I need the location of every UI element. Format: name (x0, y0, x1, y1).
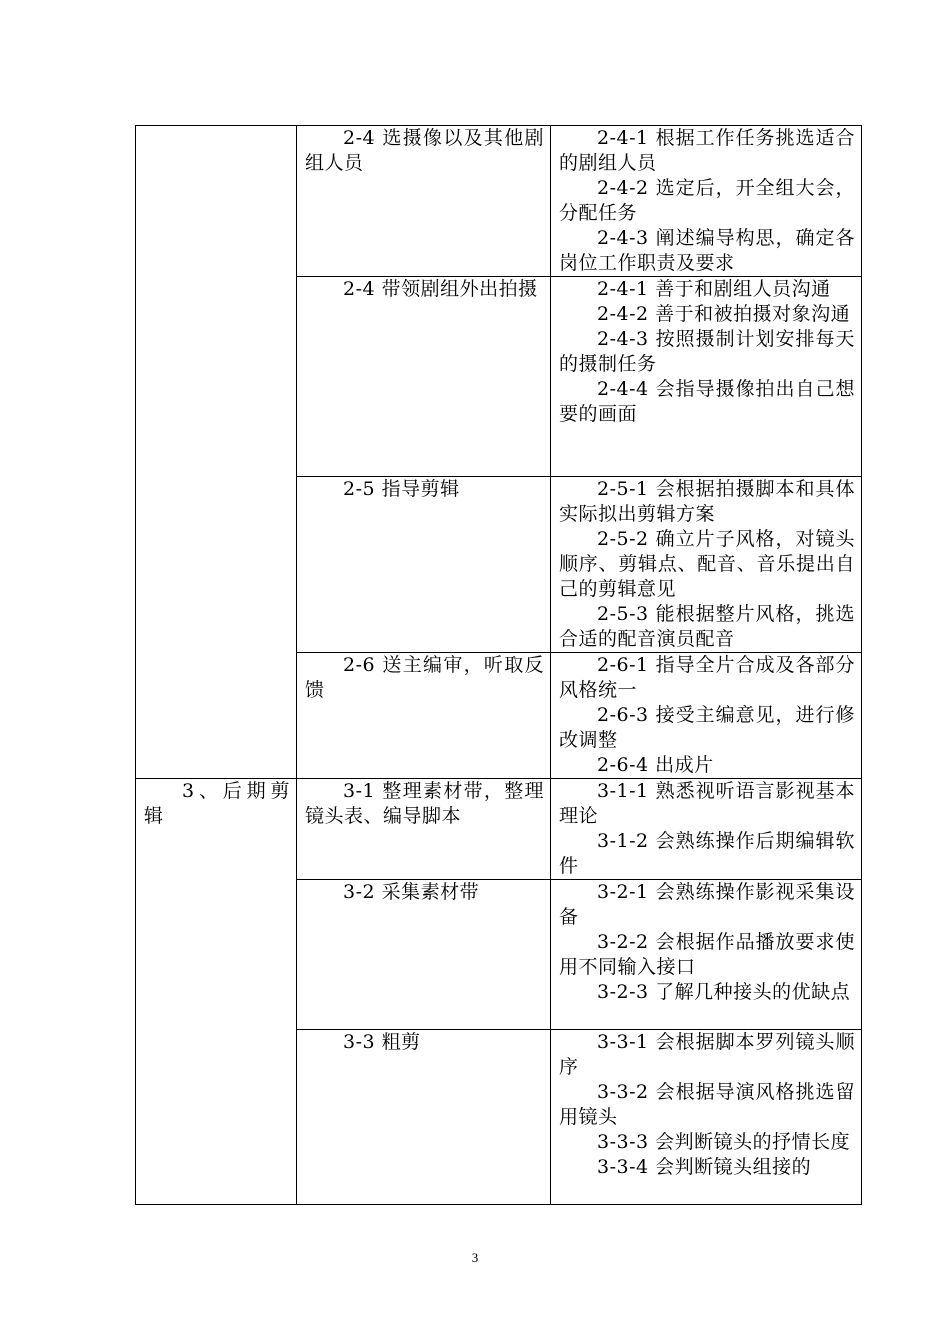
skill-item: 3-2-3 了解几种接头的优缺点 (597, 981, 851, 1003)
skill-item: 2-4-1 根据工作任务挑选适合的剧组人员 (559, 127, 855, 174)
skill-item: 2-5-1 会根据拍摄脚本和具体实际拟出剪辑方案 (559, 478, 855, 525)
skill-item: 3-2-1 会熟练操作影视采集设备 (559, 881, 855, 928)
skills-cell (551, 653, 862, 779)
skills-cell (551, 779, 862, 880)
skill-item: 2-5-3 能根据整片风格，挑选合适的配音演员配音 (559, 603, 855, 650)
task-label: 2-4 带领剧组外出拍摄 (343, 278, 538, 300)
skills-cell (551, 277, 862, 477)
skills-cell (551, 126, 862, 277)
task-cell (297, 779, 551, 880)
stage-label: 3、后期剪辑 (144, 780, 290, 827)
task-cell (297, 277, 551, 477)
skill-item: 2-4-1 善于和剧组人员沟通 (597, 278, 831, 300)
competency-table (135, 125, 862, 1205)
task-cell (297, 1030, 551, 1205)
skill-item: 2-4-2 选定后，开全组大会，分配任务 (559, 177, 855, 224)
skill-item: 3-2-2 会根据作品播放要求使用不同输入接口 (559, 931, 855, 978)
skills-cell (551, 1030, 862, 1205)
skill-item: 2-4-4 会指导摄像拍出自己想要的画面 (559, 378, 855, 425)
task-label: 3-2 采集素材带 (343, 881, 480, 903)
skill-item: 2-6-3 接受主编意见，进行修改调整 (559, 704, 855, 751)
task-label: 3-3 粗剪 (343, 1031, 421, 1053)
task-cell (297, 126, 551, 277)
skills-cell (551, 477, 862, 653)
table-row (136, 779, 862, 880)
task-cell (297, 477, 551, 653)
skill-item: 3-3-2 会根据导演风格挑选留用镜头 (559, 1081, 855, 1128)
task-cell (297, 653, 551, 779)
skill-item: 2-4-3 按照摄制计划安排每天的摄制任务 (559, 328, 855, 375)
stage-cell (136, 779, 297, 1205)
skill-item: 2-4-2 善于和被拍摄对象沟通 (597, 303, 851, 325)
task-label: 2-4 选摄像以及其他剧组人员 (305, 127, 544, 174)
skill-item: 2-6-1 指导全片合成及各部分风格统一 (559, 654, 855, 701)
skill-item: 3-3-4 会判断镜头组接的 (597, 1156, 812, 1178)
task-label: 2-6 送主编审，听取反馈 (305, 654, 544, 701)
skill-item: 2-5-2 确立片子风格，对镜头顺序、剪辑点、配音、音乐提出自己的剪辑意见 (559, 528, 855, 600)
page-number: 3 (471, 1250, 479, 1265)
skill-item: 2-6-4 出成片 (597, 754, 714, 776)
task-label: 2-5 指导剪辑 (343, 478, 460, 500)
task-cell (297, 880, 551, 1030)
skill-item: 3-1-2 会熟练操作后期编辑软件 (559, 830, 855, 877)
skill-item: 3-1-1 熟悉视听语言影视基本理论 (559, 780, 855, 827)
skills-cell (551, 880, 862, 1030)
task-label: 3-1 整理素材带，整理镜头表、编导脚本 (305, 780, 544, 827)
stage-cell (136, 126, 297, 779)
skill-item: 3-3-1 会根据脚本罗列镜头顺序 (559, 1031, 855, 1078)
skill-item: 3-3-3 会判断镜头的抒情长度 (597, 1131, 851, 1153)
skill-item: 2-4-3 阐述编导构思，确定各岗位工作职责及要求 (559, 227, 855, 274)
table-row (136, 126, 862, 277)
